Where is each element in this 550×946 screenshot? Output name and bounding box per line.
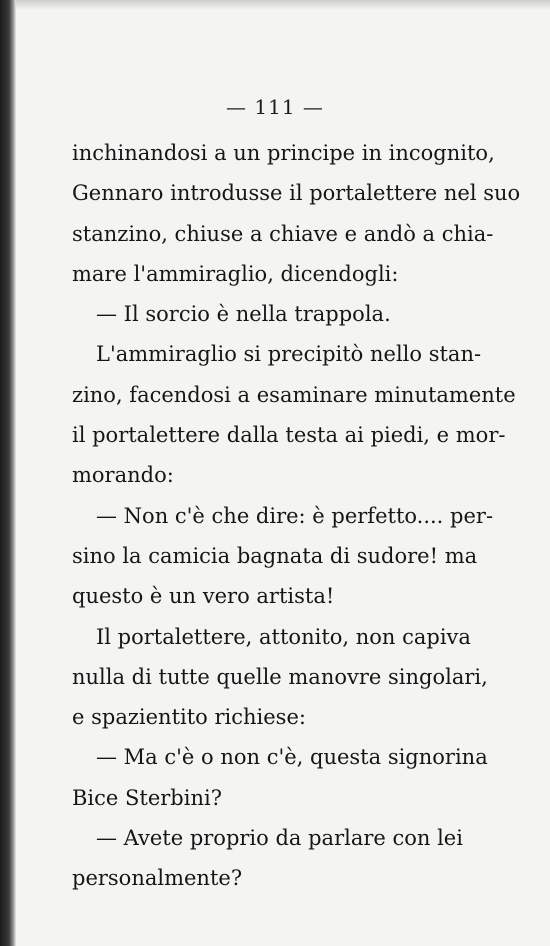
page-number: — 111 — (226, 95, 324, 119)
text-line: — Non c'è che dire: è perfetto.... per- (96, 503, 494, 528)
text-line: L'ammiraglio si precipitò nello stan- (96, 342, 482, 367)
page-top-edge (16, 0, 550, 10)
text-line: morando: (72, 463, 174, 488)
body-text (72, 133, 521, 899)
text-line: Gennaro introdusse il portalettere nel suo (72, 181, 521, 206)
text-line: zino, facendosi a esaminare minutamente (72, 382, 516, 407)
text-line: e spazientito richiese: (72, 705, 306, 730)
text-line: Bice Sterbini? (72, 785, 222, 810)
text-line: mare l'ammiraglio, dicendogli: (72, 261, 399, 286)
text-line: sino la camicia bagnata di sudore! ma (72, 543, 478, 568)
text-line: il portalettere dalla testa ai piedi, e mor- (72, 423, 506, 448)
text-line: personalmente? (72, 866, 243, 891)
text-line: stanzino, chiuse a chiave e andò a chia- (72, 221, 494, 246)
text-line: — Avete proprio da parlare con lei (96, 826, 463, 851)
text-line: Il portalettere, attonito, non capiva (96, 624, 471, 649)
text-line: nulla di tutte quelle manovre singolari, (72, 664, 488, 689)
text-line: — Ma c'è o non c'è, questa signorina (96, 745, 488, 770)
text-line: inchinandosi a un principe in incognito, (72, 141, 495, 165)
text-line: questo è un vero artista! (72, 584, 335, 609)
text-line: — Il sorcio è nella trappola. (96, 302, 391, 327)
book-spine-shadow (0, 0, 16, 946)
